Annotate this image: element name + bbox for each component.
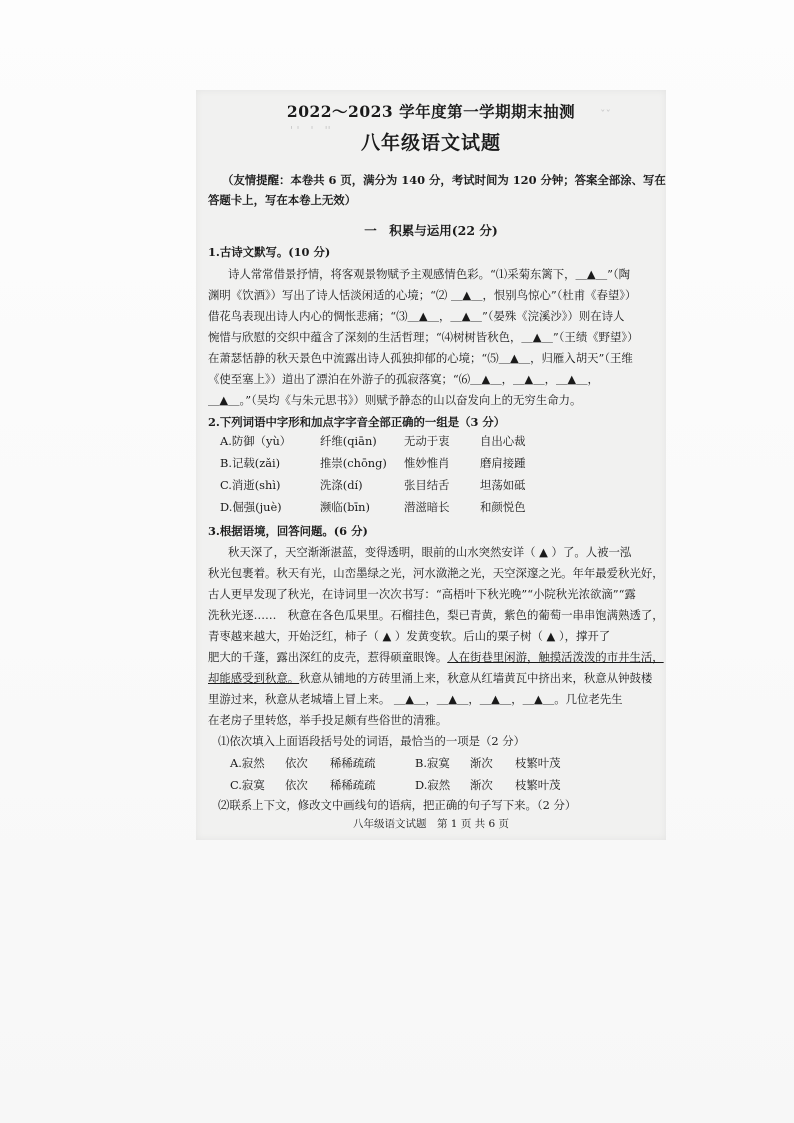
q1-line: 诗人常常借景抒情，将客观景物赋予主观感情色彩。“⑴采菊东篱下，＿▲＿”（陶 [228,267,630,281]
q3-passage-line [208,668,658,689]
q3-passage-line: 秋光包裹着。秋天有光，山峦墨绿之光，河水潋滟之光，天空深邃之光。年年最爱秋光好， [208,566,664,580]
q3-option-cell: A.寂然 [230,756,265,770]
q3-option-row [230,752,595,774]
q3-passage-text: 肥大的千蓬，露出深红的皮壳，惹得硕童眼馋。 [208,650,448,664]
q1-line: 在萧瑟恬静的秋天景色中流露出诗人孤独抑郁的心境；“⑸＿▲＿，归雁入胡天”（王维 [208,351,633,365]
q2-cell: 惟妙惟肖 [404,456,450,470]
q1-title: 1.古诗文默写。(10 分) [208,245,331,259]
q3-option-cell: 渐次 [470,756,493,770]
q2-option-row [220,430,660,452]
q2-cell: C.消逝(shì) [220,478,281,492]
q3-passage-text: 秋意从铺地的方砖里涌上来，秋意从红墙黄瓦中挤出来，秋意从钟鼓楼 [299,671,653,685]
section-heading: 一 积累与运用(22 分) [364,223,498,238]
q3-option-cell: C.寂寞 [230,778,265,792]
q3-option-row [230,774,595,796]
q2-cell: 无动于衷 [404,434,450,448]
q2-cell: A.防御（yù） [220,434,292,448]
q3-passage-line: 里游过来，秋意从老城墙上冒上来。 ＿▲＿，＿▲＿，＿▲＿，＿▲＿。几位老先生 [208,692,623,706]
q3-option-cell: 稀稀疏疏 [330,778,376,792]
q2-cell: 自出心裁 [480,434,526,448]
q1-line: 《使至塞上》）道出了漂泊在外游子的孤寂落寞；“⑹＿▲＿，＿▲＿，＿▲＿， [208,372,599,386]
q2-cell: 推崇(chōng) [320,456,387,470]
notice-line-1: （友情提醒：本卷共 6 页，满分为 140 分，考试时间为 120 分钟；答案全部涂、写在 [222,173,666,187]
bleed-through-text: ˇˇ [600,108,611,121]
q2-cell: D.倔强(juè) [220,500,282,514]
q3-passage-line: 洗秋光逐…… 秋意在各色瓜果里。石榴挂色，梨已青黄，紫色的葡萄一串串饱满熟透了， [208,608,664,622]
q3-option-cell: 稀稀疏疏 [330,756,376,770]
q3-option-cell: 枝繁叶茂 [515,778,561,792]
q2-option-row [220,452,660,474]
q2-cell: 洗涤(dí) [320,478,363,492]
page-footer: 八年级语文试题 第 1 页 共 6 页 [352,818,510,830]
q3-title: 3.根据语境，回答问题。(6 分) [208,524,368,538]
q1-line: 渊明《饮酒》）写出了诗人恬淡闲适的心境；“⑵ ＿▲＿，恨别鸟惊心”（杜甫《春望》） [208,288,637,302]
notice-line-2: 答题卡上，写在本卷上无效） [208,193,357,207]
q3-passage-line: 在老房子里转悠，举手投足颇有些俗世的清雅。 [208,713,448,727]
bleed-through-text: ' ' ' '' [290,124,331,137]
q3-option-cell: 依次 [285,778,308,792]
q1-line: 借花鸟表现出诗人内心的惆怅悲痛；“⑶＿▲＿，＿▲＿”（晏殊《浣溪沙》）则在诗人 [208,309,625,323]
underlined-sentence: 却能感受到秋意。 [208,671,300,685]
q2-cell: 坦荡如砥 [480,478,526,492]
q3-option-cell: D.寂然 [415,778,451,792]
q3-option-cell: B.寂寞 [415,756,450,770]
q3-passage-line: 秋天深了，天空渐渐湛蓝，变得透明，眼前的山水突然安详（ ▲ ）了。人被一泓 [228,545,632,559]
q3-sub2: ⑵联系上下文，修改文中画线句的语病，把正确的句子写下来。（2 分） [218,798,577,812]
q2-cell: 纤维(qiān) [320,434,377,448]
q3-option-cell: 依次 [285,756,308,770]
q3-passage-line: 古人更早发现了秋光，在诗词里一次次书写：“高梧叶下秋光晚”“小院秋光浓欲滴”“露 [208,587,636,601]
q2-cell: 濒临(bīn) [320,500,370,514]
q1-line: 惋惜与欣慰的交织中蕴含了深刻的生活哲理；“⑷树树皆秋色，＿▲＿”（王绩《野望》） [208,330,639,344]
q2-cell: 磨肩接踵 [480,456,526,470]
q2-cell: 潜滋暗长 [404,500,450,514]
q3-sub1: ⑴依次填入上面语段括号处的词语，最恰当的一项是（2 分） [218,734,526,748]
q2-cell: B.记载(zǎi) [220,456,281,470]
q3-passage-line [208,647,664,668]
underlined-sentence: 人在街巷里闲游，触摸活泼泼的市井生活， [447,650,664,664]
q2-cell: 张目结舌 [404,478,450,492]
q2-title: 2.下列词语中字形和加点字字音全部正确的一组是（3 分） [208,415,506,429]
q3-option-cell: 渐次 [470,778,493,792]
q2-option-row [220,496,660,518]
q2-option-row [220,474,660,496]
q2-cell: 和颜悦色 [480,500,526,514]
q1-line: ＿▲＿。”（吴均《与朱元思书》）则赋予静态的山以奋发向上的无穷生命力。 [208,393,582,407]
q3-passage-line: 青枣越来越大，开始泛红，柿子（ ▲ ）发黄变软。后山的栗子树（ ▲ ），撑开了 [208,629,611,643]
q3-option-cell: 枝繁叶茂 [515,756,561,770]
subject-title: 八年级语文试题 [360,132,501,154]
exam-title: 2022～2023 学年度第一学期期末抽测 [286,102,576,121]
